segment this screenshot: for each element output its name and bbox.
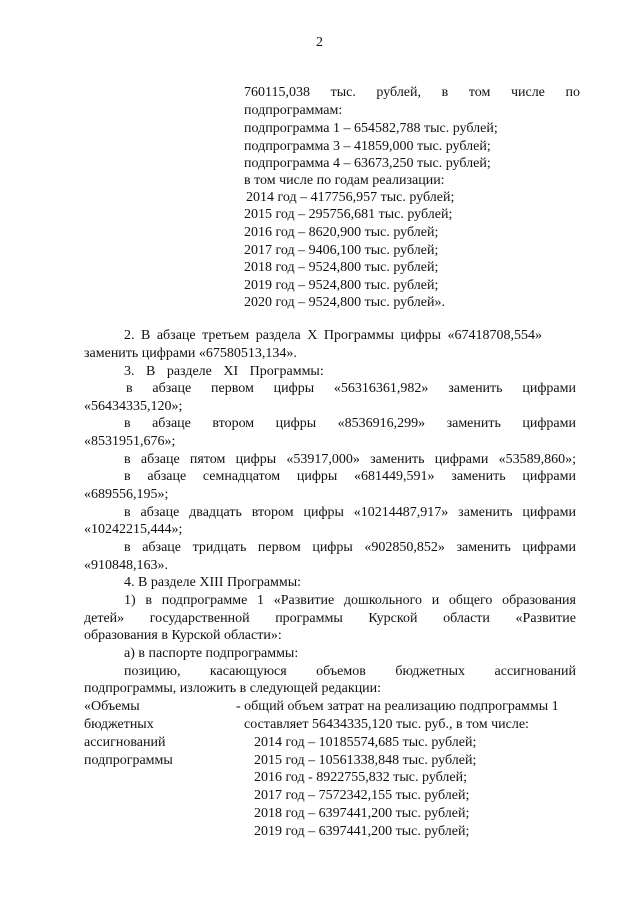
table-right-cell: 2019 год – 6397441,200 тыс. рублей; [254, 824, 470, 839]
text-line: образования в Курской области»: [84, 628, 282, 643]
text-line: 2018 год – 9524,800 тыс. рублей; [244, 260, 439, 275]
text-line: 760115,038 тыс. рублей, в том числе по [244, 85, 580, 100]
table-left-cell: бюджетных [84, 717, 154, 732]
text-line: 2020 год – 9524,800 тыс. рублей». [244, 295, 445, 310]
text-line: в абзаце первом цифры «56316361,982» заменить цифрами [126, 381, 576, 396]
text-line: 3. В разделе XI Программы: [124, 364, 324, 379]
table-right-cell: 2014 год – 10185574,685 тыс. рублей; [254, 735, 477, 750]
table-left-cell: подпрограммы [84, 753, 173, 768]
table-right-cell: 2018 год – 6397441,200 тыс. рублей; [254, 806, 470, 821]
text-line: «689556,195»; [84, 487, 169, 502]
text-line: в том числе по годам реализации: [244, 173, 445, 188]
text-line: подпрограммы, изложить в следующей редакции: [84, 681, 382, 696]
text-line: 2017 год – 9406,100 тыс. рублей; [244, 243, 439, 258]
text-line: «910848,163». [84, 558, 168, 573]
text-line: подпрограммам: [244, 103, 343, 118]
text-line: «8531951,676»; [84, 434, 176, 449]
text-line: «10242215,444»; [84, 522, 183, 537]
table-right-cell: 2015 год – 10561338,848 тыс. рублей; [254, 753, 477, 768]
text-line: подпрограмма 3 – 41859,000 тыс. рублей; [244, 139, 491, 154]
text-line: подпрограмма 4 – 63673,250 тыс. рублей; [244, 156, 491, 171]
text-line: в абзаце двадцать втором цифры «10214487,917» заменить цифрами [124, 505, 576, 520]
text-line: 4. В разделе XIII Программы: [124, 575, 302, 590]
table-right-cell: 2016 год - 8922755,832 тыс. рублей; [254, 770, 468, 785]
text-line: 2014 год – 417756,957 тыс. рублей; [246, 190, 455, 205]
table-left-cell: ассигнований [84, 735, 166, 750]
text-line: в абзаце семнадцатом цифры «681449,591» заменить цифрами [124, 469, 576, 484]
table-left-cell: «Объемы [84, 699, 140, 714]
text-line: позицию, касающуюся объемов бюджетных ассигнований [124, 664, 576, 679]
text-line: детей» государственной программы Курской области «Развитие [84, 611, 576, 626]
table-right-cell: 2017 год – 7572342,155 тыс. рублей; [254, 788, 470, 803]
text-line: 1) в подпрограмме 1 «Развитие дошкольного и общего образования [124, 593, 576, 608]
page-number: 2 [316, 35, 323, 50]
text-line: в абзаце пятом цифры «53917,000» заменить цифрами «53589,860»; [124, 452, 576, 467]
text-line: заменить цифрами «67580513,134». [84, 346, 297, 361]
text-line: а) в паспорте подпрограммы: [124, 646, 299, 661]
text-line: 2. В абзаце третьем раздела X Программы цифры «67418708,554» [124, 328, 542, 343]
text-line: 2016 год – 8620,900 тыс. рублей; [244, 225, 439, 240]
table-right-cell: - общий объем затрат на реализацию подпрограммы 1 [236, 699, 559, 714]
text-line: 2015 год – 295756,681 тыс. рублей; [244, 207, 453, 222]
table-right-cell: составляет 56434335,120 тыс. руб., в том числе: [244, 717, 529, 732]
text-line: подпрограмма 1 – 654582,788 тыс. рублей; [244, 121, 498, 136]
text-line: «56434335,120»; [84, 399, 183, 414]
text-line: в абзаце тридцать первом цифры «902850,852» заменить цифрами [124, 540, 576, 555]
text-line: в абзаце втором цифры «8536916,299» заменить цифрами [124, 416, 576, 431]
text-line: 2019 год – 9524,800 тыс. рублей; [244, 278, 439, 293]
